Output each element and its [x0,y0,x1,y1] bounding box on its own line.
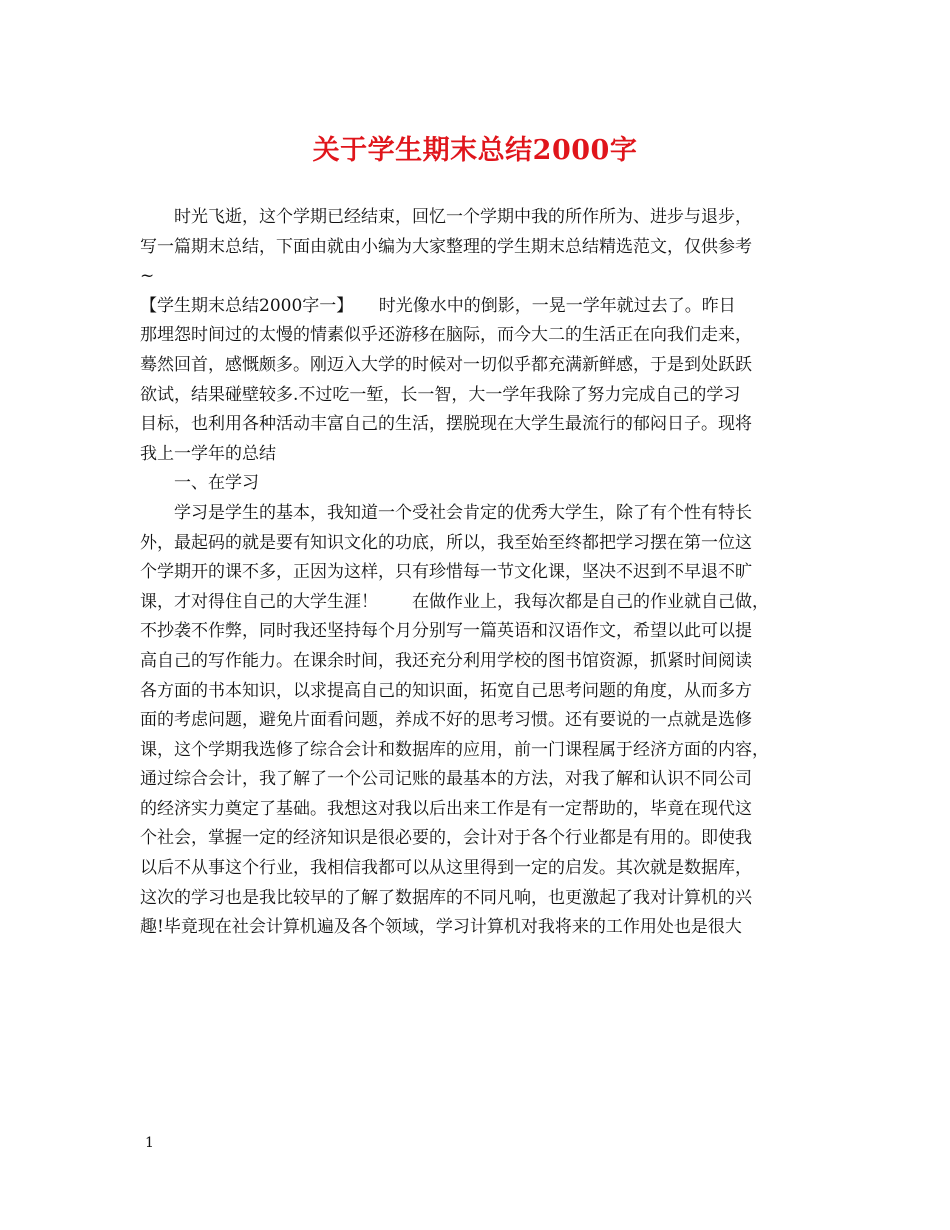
body-line: 外，最起码的就是要有知识文化的功底，所以，我至始至终都把学习摆在第一位这 [140,532,752,553]
body-line: 那埋怨时间过的太慢的情素似乎还游移在脑际，而今大二的生活正在向我们走来， [140,325,752,346]
page-number: 1 [145,1135,154,1151]
body-line: 学习是学生的基本，我知道一个受社会肯定的优秀大学生，除了有个性有特长 [174,502,752,523]
body-line: 写一篇期末总结，下面由就由小编为大家整理的学生期末总结精选范文，仅供参考 [140,236,752,257]
document-title: 关于学生期末总结2000字 [312,135,638,166]
body-line: 课，才对得住自己的大学生涯！ 在做作业上，我每次都是自己的作业就自己做， [140,591,769,612]
body-line: 以后不从事这个行业，我相信我都可以从这里得到一定的启发。其次就是数据库， [140,858,752,879]
body-line: 这次的学习也是我比较早的了解了数据库的不同凡响，也更激起了我对计算机的兴 [140,887,752,908]
body-line: 课，这个学期我选修了综合会计和数据库的应用，前一门课程属于经济方面的内容， [140,739,769,760]
body-line: 蓦然回首，感慨颇多。刚迈入大学的时候对一切似乎都充满新鲜感，于是到处跃跃 [140,354,752,375]
body-line: 高自己的写作能力。在课余时间，我还充分利用学校的图书馆资源，抓紧时间阅读 [140,650,752,671]
body-line: 个社会，掌握一定的经济知识是很必要的，会计对于各个行业都是有用的。即使我 [140,828,752,849]
section-heading: 一、在学习 [174,473,259,494]
body-line: 通过综合会计，我了解了一个公司记账的最基本的方法，对我了解和认识不同公司 [140,769,752,790]
body-line: 个学期开的课不多，正因为这样，只有珍惜每一节文化课，坚决不迟到不早退不旷 [140,562,752,583]
body-line: 面的考虑问题，避免片面看问题，养成不好的思考习惯。还有要说的一点就是选修 [140,710,752,731]
body-line: ~ [140,266,155,287]
body-line: 趣!毕竟现在社会计算机遍及各个领域，学习计算机对我将来的工作用处也是很大 [140,917,742,938]
body-line: 我上一学年的总结 [140,443,276,464]
body-line: 的经济实力奠定了基础。我想这对我以后出来工作是有一定帮助的，毕竟在现代这 [140,798,752,819]
body-line: 目标，也利用各种活动丰富自己的生活，摆脱现在大学生最流行的郁闷日子。现将 [140,414,752,435]
body-line: 时光飞逝，这个学期已经结束，回忆一个学期中我的所作所为、进步与退步， [174,207,752,227]
body-line: 欲试，结果碰壁较多.不过吃一堑，长一智，大一学年我除了努力完成自己的学习 [140,384,741,405]
document-body [140,203,830,943]
body-line: 各方面的书本知识，以求提高自己的知识面，拓宽自己思考问题的角度，从而多方 [140,680,752,701]
body-line: 不抄袭不作弊，同时我还坚持每个月分别写一篇英语和汉语作文，希望以此可以提 [140,621,752,642]
body-line: 【学生期末总结2000字一】 时光像水中的倒影，一晃一学年就过去了。昨日 [140,295,736,316]
